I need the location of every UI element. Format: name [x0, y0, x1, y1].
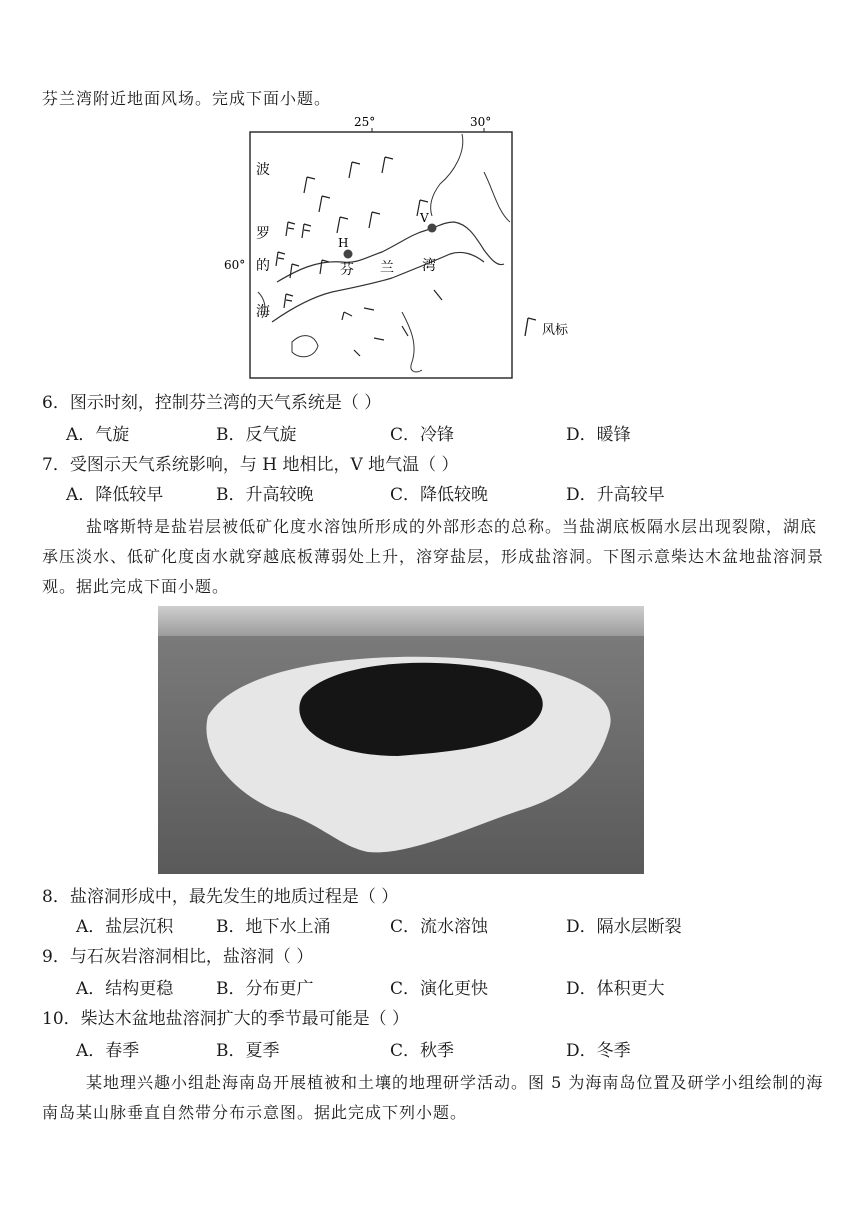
intro-line: 芬兰湾附近地面风场。完成下面小题。	[42, 89, 332, 108]
q9-option-c[interactable]: C．演化更快	[390, 979, 489, 999]
q6-option-b[interactable]: B．反气旋	[216, 425, 297, 445]
q7-option-a[interactable]: A．降低较早	[66, 485, 164, 505]
sea-label-4: 海	[256, 304, 270, 320]
q7-option-d[interactable]: D．升高较早	[566, 485, 665, 505]
gulf-of-finland-wind-map	[222, 112, 602, 384]
q9-option-d[interactable]: D．体积更大	[566, 979, 665, 999]
q6-option-a[interactable]: A．气旋	[66, 425, 130, 445]
q9-option-a[interactable]: A．结构更稳	[76, 979, 174, 999]
q9-stem: 9．与石灰岩溶洞相比，盐溶洞（ ）	[42, 947, 314, 967]
q10-option-b[interactable]: B．夏季	[216, 1041, 280, 1061]
q7-option-c[interactable]: C．降低较晚	[390, 485, 489, 505]
salt-cave-photo	[158, 606, 644, 874]
lon-25-label: 25°	[354, 115, 376, 129]
gulf-label-2: 兰	[380, 260, 394, 276]
lon-30-label: 30°	[470, 115, 492, 129]
legend-label: 风标	[542, 323, 569, 338]
q8-option-d[interactable]: D．隔水层断裂	[566, 917, 682, 937]
q6-stem: 6．图示时刻，控制芬兰湾的天气系统是（ ）	[42, 393, 382, 413]
sea-label-3: 的	[256, 258, 270, 274]
legend-wind-barb-icon	[525, 318, 536, 336]
q7-option-b[interactable]: B．升高较晚	[216, 485, 314, 505]
q10-option-a[interactable]: A．春季	[76, 1041, 140, 1061]
q8-stem: 8．盐溶洞形成中，最先发生的地质过程是（ ）	[42, 887, 399, 907]
sea-label-2: 罗	[256, 226, 270, 242]
point-v-label: V	[420, 211, 429, 225]
q10-stem: 10．柴达木盆地盐溶洞扩大的季节最可能是（ ）	[42, 1009, 410, 1029]
q6-option-d[interactable]: D．暖锋	[566, 425, 631, 445]
q10-option-c[interactable]: C．秋季	[390, 1041, 455, 1061]
hainan-passage: 某地理兴趣小组赴海南岛开展植被和土壤的地理研学活动。图 5 为海南岛位置及研学小组绘制的海南岛某山脉垂直自然带分布示意图。据此完成下列小题。	[42, 1073, 824, 1122]
q8-option-a[interactable]: A．盐层沉积	[76, 917, 174, 937]
salt-karst-passage: 盐喀斯特是盐岩层被低矿化度水溶蚀所形成的外部形态的总称。当盐湖底板隔水层出现裂隙，湖底承压淡水、低矿化度卤水就穿越底板薄弱处上升，溶穿盐层，形成盐溶洞。下图示意柴达木盆地盐溶洞景观。据此完成下面小题。	[42, 517, 825, 596]
q10-option-d[interactable]: D．冬季	[566, 1041, 631, 1061]
point-h-marker	[344, 250, 353, 259]
q8-option-c[interactable]: C．流水溶蚀	[390, 917, 489, 937]
gulf-label-3: 湾	[422, 258, 436, 274]
q8-option-b[interactable]: B．地下水上涌	[216, 917, 331, 937]
q6-option-c[interactable]: C．冷锋	[390, 425, 455, 445]
q7-stem: 7．受图示天气系统影响，与 H 地相比，V 地气温（ ）	[42, 455, 459, 475]
gulf-label-1: 芬	[340, 262, 354, 278]
point-v-marker	[428, 224, 437, 233]
point-h-label: H	[338, 236, 349, 250]
q9-option-b[interactable]: B．分布更广	[216, 979, 314, 999]
lat-60-label: 60°	[224, 258, 246, 272]
sea-label-1: 波	[256, 162, 270, 178]
